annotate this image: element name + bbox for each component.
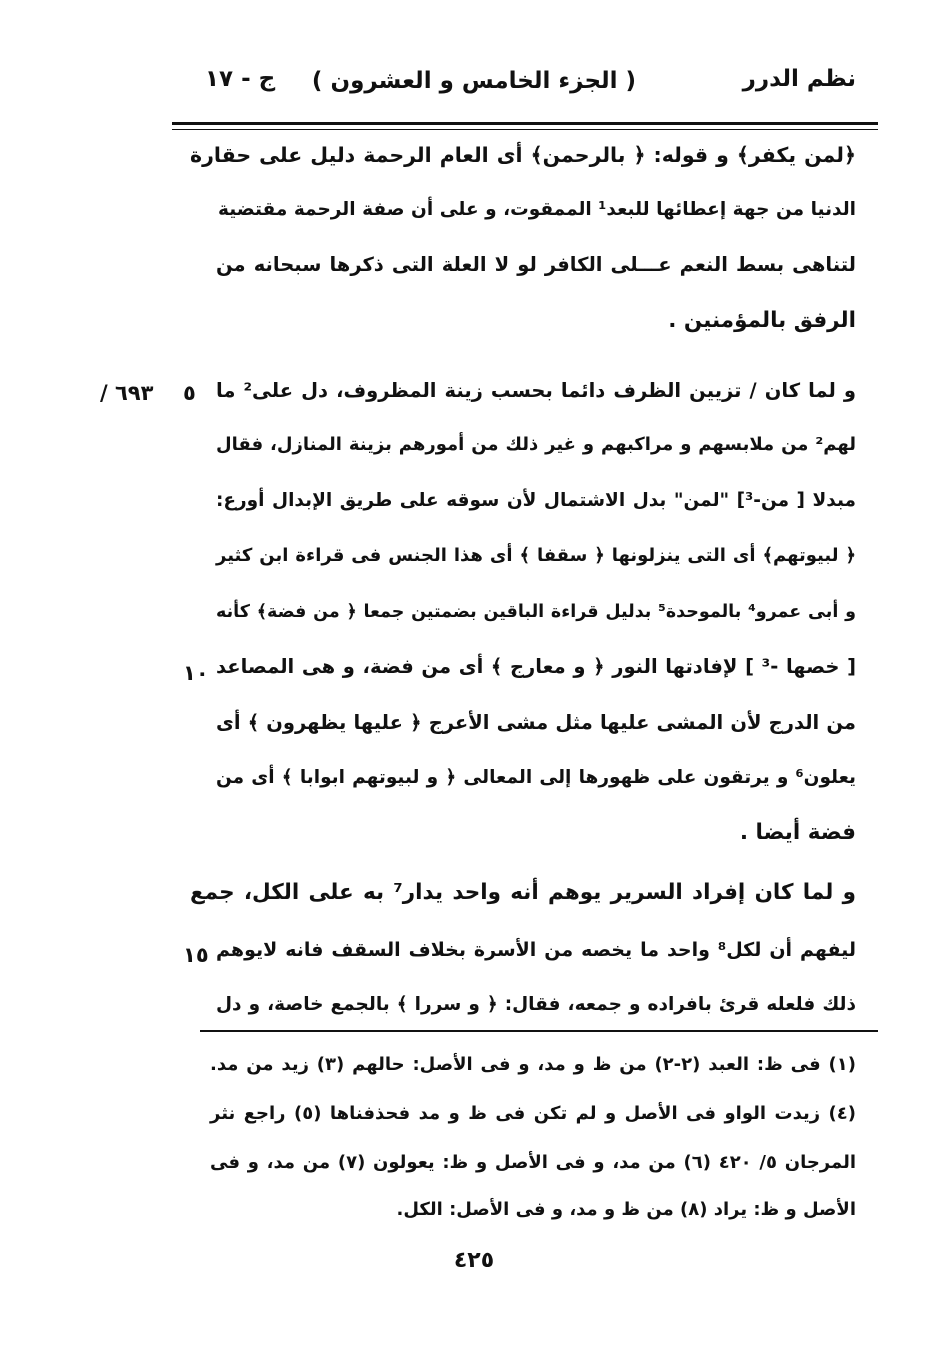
footnote-line: (٤) زيدت الواو فى الأصل و لم تكن فى ظ و مد فحذفناها (٥) راجع نثر	[210, 1103, 856, 1124]
text-line: لتناهى بسط النعم عـــلى الكافر لو لا العلة التى ذكرها سبحانه من	[216, 253, 856, 276]
text-line: ﴿لمن يكفر﴾ و قوله: ﴿ بالرحمن﴾ أى العام الرحمة دليل على حقارة	[190, 143, 856, 167]
text-line: مبدلا [ من-³] "لمن" بدل الاشتمال لأن سوقه على طريق الإبدال أورع:	[216, 490, 857, 511]
header-rule-thick	[172, 122, 878, 125]
text-line: [ خصها -³ ] لإفادتها النور ﴿ و معارج ﴾ أى من فضة، و هى المصاعد	[216, 655, 857, 678]
volume-number: ج - ١٧	[205, 66, 276, 92]
footnote-line: الأصل و ظ: يراد (٨) من ظ و مد، و فى الأصل: الكل.	[396, 1199, 856, 1220]
text-line: و لما كان / تزيين الظرف دائما بحسب زينة المظروف، دل على² ما	[216, 379, 856, 402]
text-line: يعلون⁶ و يرتقون على ظهورها إلى المعالى ﴿ و لبيوتهم ابوابا ﴾ أى من	[216, 767, 856, 788]
text-line: لهم² من ملابسهم و مراكبهم و غير ذلك من أمورهم بزينة المنازل، فقال	[216, 434, 856, 455]
line-number-5: ٥	[183, 381, 196, 405]
text-line: ليفهم أن لكل⁸ واحد ما يخصه من الأسرة بخلاف السقف فانه لايوهم	[216, 939, 857, 961]
text-line: ﴿ لبيوتهم﴾ أى التى ينزلونها ﴿ سقفا ﴾ أى هذا الجنس فى قراءة ابن كثير	[216, 545, 856, 566]
footnote-line: المرجان ٥/ ٤٢٠ (٦) من مد، و فى الأصل و ظ: يعولون (٧) من مد، و فى	[210, 1152, 857, 1173]
text-line: و لما كان إفراد السرير يوهم أنه واحد يدار⁷ به على الكل، جمع	[190, 880, 856, 905]
line-number-15: ١٥	[183, 943, 209, 967]
part-title: ( الجزء الخامس و العشرون )	[311, 68, 637, 94]
text-line: ذلك فلعله قرئ بافراده و جمعه، فقال: ﴿ و سررا ﴾ بالجمع خاصة، و دل	[216, 994, 856, 1015]
text-line: و أبى عمرو⁴ بالموحدة⁵ بدليل قراءة الباقين بضمتين جمعا ﴿ من فضة﴾ كأنه	[216, 602, 856, 622]
book-title: نظم الدرر	[742, 66, 856, 92]
page-number: ٤٢٥	[453, 1248, 495, 1273]
header-rule-thin	[172, 129, 878, 130]
text-line: فضة أيضا .	[739, 820, 856, 845]
text-line: من الدرج لأن المشى عليها مثل مشى الأعرج ﴿ عليها يظهرون ﴾ أى	[216, 711, 856, 734]
text-line: الرفق بالمؤمنين .	[668, 308, 856, 333]
footnote-line: (١) فى ظ: العبد (٢-٢) من ظ و مد، و فى الأصل: حالهم (٣) زيد من مد.	[210, 1054, 856, 1075]
footnote-rule	[200, 1030, 878, 1032]
text-line: الدنيا من جهة إعطائها للبعد¹ الممقوت، و على أن صفة الرحمة مقتضية	[218, 199, 857, 220]
line-number-10: ١٠	[183, 661, 209, 685]
margin-page-reference: / ٦٩٣	[100, 381, 154, 405]
